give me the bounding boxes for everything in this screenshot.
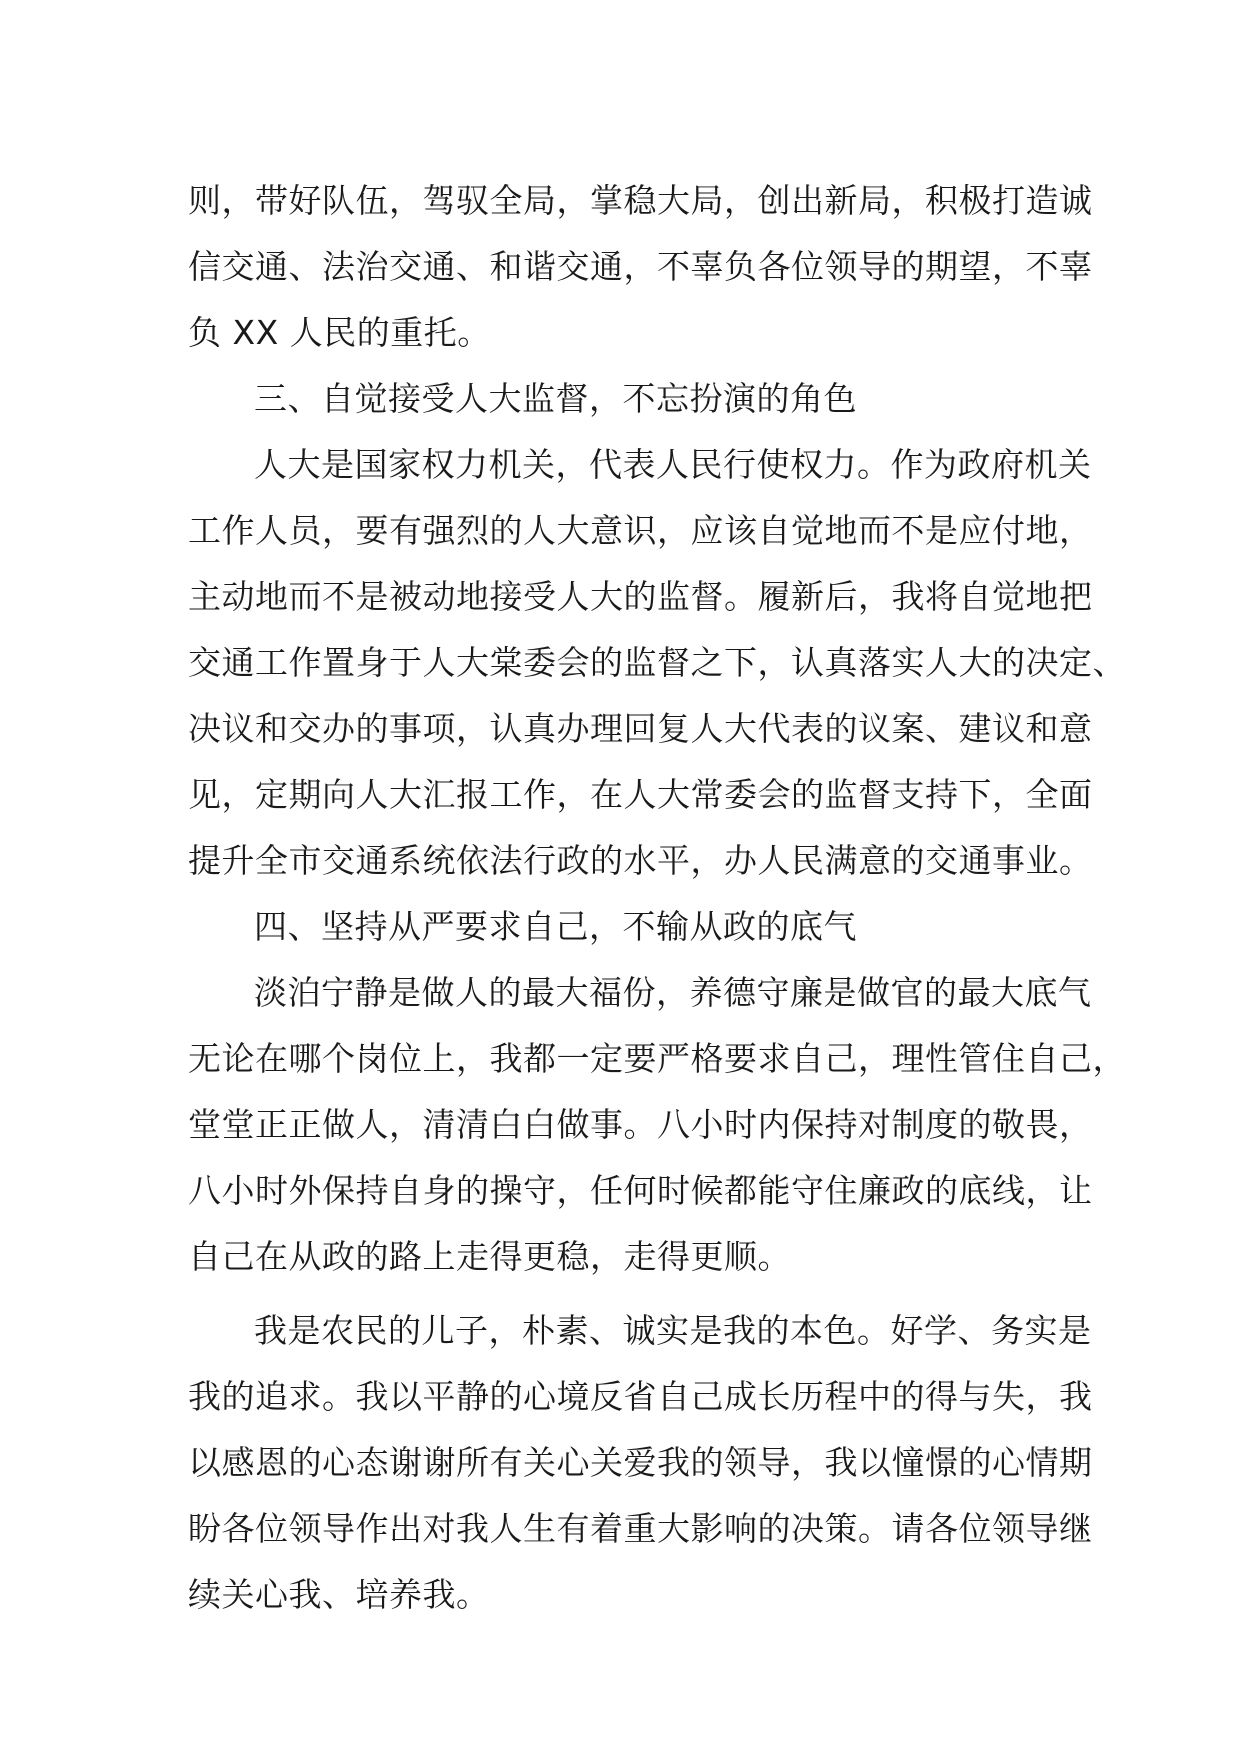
paragraph-line: 决议和交办的事项，认真办理回复人大代表的议案、建议和意 (188, 709, 1093, 748)
paragraph-line: 见，定期向人大汇报工作，在人大常委会的监督支持下，全面 (188, 775, 1093, 814)
paragraph-line: 信交通、法治交通、和谐交通，不辜负各位领导的期望，不辜 (188, 247, 1093, 286)
paragraph-line: 人大是国家权力机关，代表人民行使权力。作为政府机关 (254, 445, 1092, 484)
paragraph-line: 自己在从政的路上走得更稳，走得更顺。 (188, 1237, 791, 1276)
paragraph-line: 交通工作置身于人大棠委会的监督之下，认真落实人大的决定、 (188, 643, 1126, 682)
document-body (188, 168, 1126, 1628)
paragraph-line: 我的追求。我以平静的心境反省自己成长历程中的得与失，我 (188, 1377, 1093, 1416)
paragraph-line: 八小时外保持自身的操守，任何时候都能守住廉政的底线，让 (188, 1171, 1093, 1210)
paragraph-line: 续关心我、培养我。 (188, 1575, 490, 1614)
paragraph-line: 工作人员，要有强烈的人大意识，应该自觉地而不是应付地， (188, 511, 1093, 550)
paragraph-line: 盼各位领导作出对我人生有着重大影响的决策。请各位领导继 (188, 1509, 1093, 1548)
paragraph-line: 以感恩的心态谢谢所有关心关爱我的领导，我以憧憬的心情期 (188, 1443, 1093, 1482)
paragraph-line: 淡泊宁静是做人的最大福份，养德守廉是做官的最大底气 (254, 973, 1092, 1012)
paragraph-line: 负 XX 人民的重托。 (188, 313, 491, 352)
paragraph-line: 提升全市交通系统依法行政的水平，办人民满意的交通事业。 (188, 841, 1093, 880)
section-heading-3: 三、自觉接受人大监督，不忘扮演的角色 (254, 379, 857, 418)
section-heading-4: 四、坚持从严要求自己，不输从政的底气 (254, 907, 857, 946)
paragraph-line: 则，带好队伍，驾驭全局，掌稳大局，创出新局，积极打造诚 (188, 181, 1093, 220)
paragraph-line: 主动地而不是被动地接受人大的监督。履新后，我将自觉地把 (188, 577, 1093, 616)
paragraph-line: 堂堂正正做人，清清白白做事。八小时内保持对制度的敬畏， (188, 1105, 1093, 1144)
paragraph-line: 我是农民的儿子，朴素、诚实是我的本色。好学、务实是 (254, 1311, 1092, 1350)
paragraph-line: 无论在哪个岗位上，我都一定要严格要求自己，理性管住自己， (188, 1039, 1126, 1078)
